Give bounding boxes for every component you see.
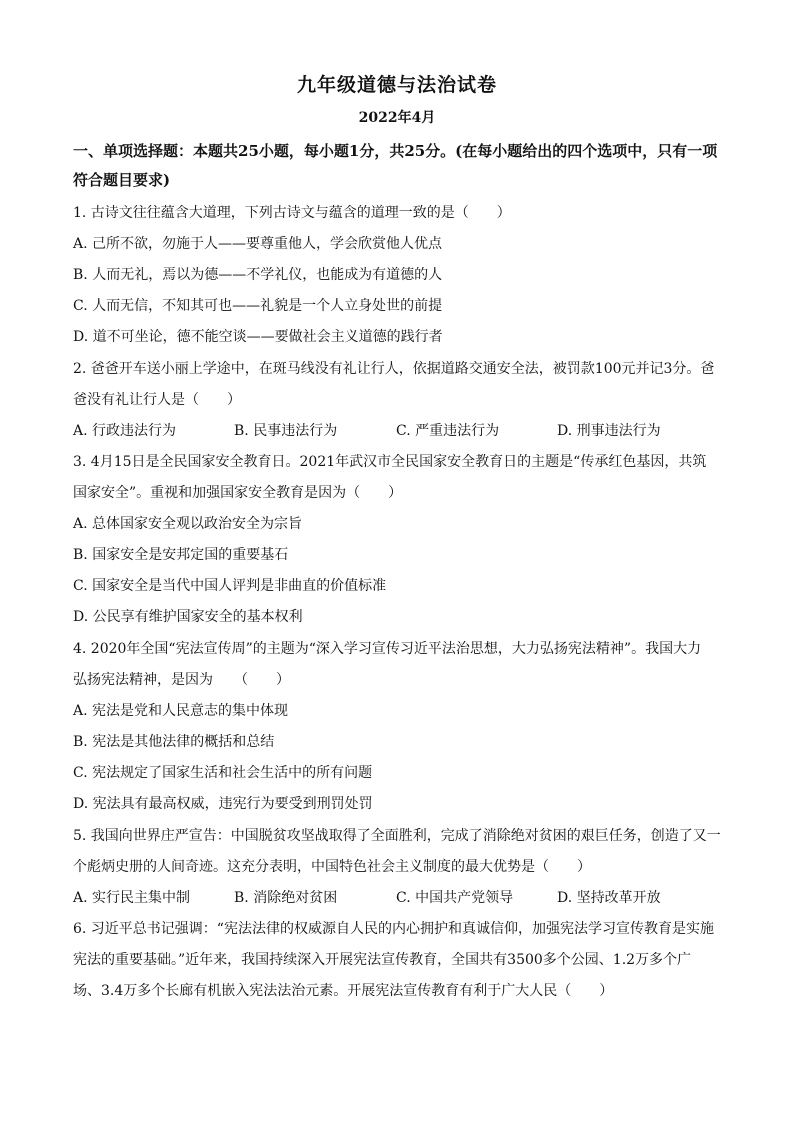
question-3-option-c: C. 国家安全是当代中国人评判是非曲直的价值标准 [73,578,387,594]
question-5-stem-line-1: 5. 我国向世界庄严宣告：中国脱贫攻坚战取得了全面胜利，完成了消除绝对贫困的艰巨任务，创造了又一 [73,828,721,844]
question-3-stem-line-1: 3. 4月15日是全民国家安全教育日。2021年武汉市全民国家安全教育日的主题是“传承红色基因，共筑 [73,454,707,470]
question-6-stem-line-1: 6. 习近平总书记强调：“宪法法律的权威源自人民的内心拥护和真诚信仰，加强宪法学习宣传教育是实施 [73,921,714,937]
question-4-stem-line-2: 弘扬宪法精神，是因为 （ ） [73,672,290,688]
question-3-stem-line-2: 国家安全”。重视和加强国家安全教育是因为（ ） [73,485,403,501]
question-3-option-d: D. 公民享有维护国家安全的基本权利 [73,609,303,625]
question-4-option-d: D. 宪法具有最高权威，违宪行为要受到刑罚处罚 [73,796,373,812]
question-5-option-d: D. 坚持改革开放 [557,890,661,906]
question-2-stem-line-1: 2. 爸爸开车送小丽上学途中，在斑马线没有礼让行人，依据道路交通安全法，被罚款100元并记3分。爸 [73,361,715,377]
question-4-stem-line-1: 4. 2020年全国“宪法宣传周”的主题为“深入学习宣传习近平法治思想，大力弘扬宪法精神”。我国大力 [73,641,702,657]
question-4-option-b: B. 宪法是其他法律的概括和总结 [73,734,275,750]
question-5-stem-line-2: 个彪炳史册的人间奇迹。这充分表明，中国特色社会主义制度的最大优势是（ ） [73,859,591,875]
question-3-option-a: A. 总体国家安全观以政治安全为宗旨 [73,516,303,532]
question-2-option-a: A. 行政违法行为 [73,423,177,439]
question-1-option-c: C. 人而无信，不知其可也——礼貌是一个人立身处世的前提 [73,298,443,314]
question-2-option-b: B. 民事违法行为 [234,423,338,439]
exam-date: 2022年4月 [358,110,436,126]
page-title: 九年级道德与法治试卷 [296,74,497,96]
question-4-option-a: A. 宪法是党和人民意志的集中体现 [73,703,289,719]
question-2-stem-line-2: 爸没有礼让行人是（ ） [73,392,241,408]
question-4-option-c: C. 宪法规定了国家生活和社会生活中的所有问题 [73,765,373,781]
question-1-option-b: B. 人而无礼，焉以为德——不学礼仪，也能成为有道德的人 [73,267,443,283]
question-2-option-d: D. 刑事违法行为 [557,423,661,439]
question-3-option-b: B. 国家安全是安邦定国的重要基石 [73,547,289,563]
question-1-stem: 1. 古诗文往往蕴含大道理，下列古诗文与蕴含的道理一致的是（ ） [73,205,511,221]
question-6-stem-line-3: 场、3.4万多个长廊有机嵌入宪法法治元素。开展宪法宣传教育有利于广大人民（ ） [73,983,614,999]
question-1-option-a: A. 己所不欲，勿施于人——要尊重他人，学会欣赏他人优点 [73,236,443,252]
question-5-option-a: A. 实行民主集中制 [73,890,191,906]
question-2-option-c: C. 严重违法行为 [396,423,500,439]
question-5-option-c: C. 中国共产党领导 [396,890,514,906]
question-1-option-d: D. 道不可坐论，德不能空谈——要做社会主义道德的践行者 [73,329,443,345]
question-5-option-b: B. 消除绝对贫困 [234,890,338,906]
question-6-stem-line-2: 宪法的重要基础。”近年来，我国持续深入开展宪法宣传教育，全国共有3500多个公园、1.2万多个广 [73,952,692,968]
section-heading: 一、单项选择题：本题共25小题，每小题1分，共25分。(在每小题给出的四个选项中，只有一项符合题目要求) [73,142,718,189]
